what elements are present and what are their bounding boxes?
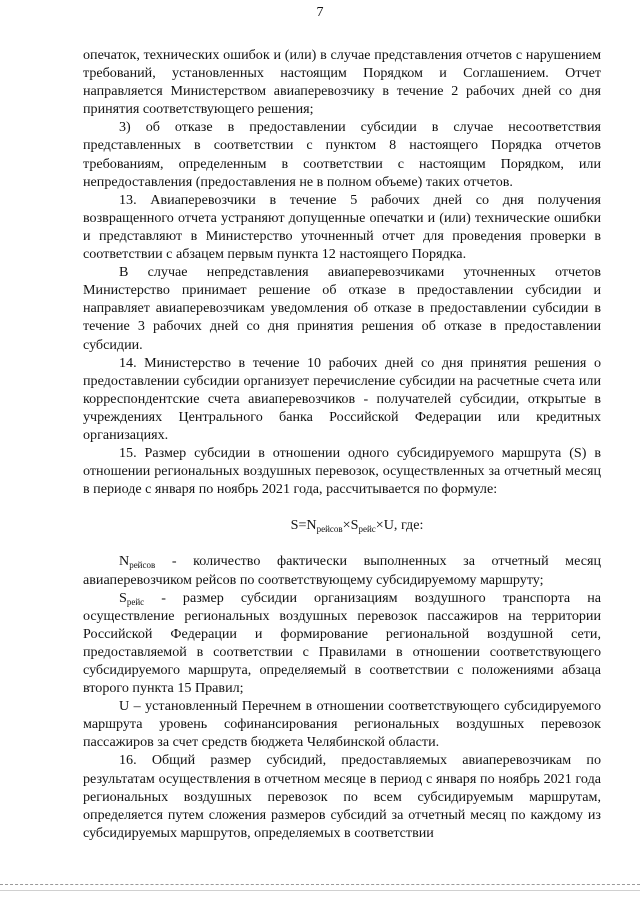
- paragraph-clause-15: 15. Размер субсидии в отношении одного субсидируемого маршрута (S) в отношении региональных воздушных перевозок, осуществленных за отчетный месяц в периоде с января по ноябрь 2021 года, рассчитывается по формуле:: [83, 445, 601, 498]
- term-s-sub: рейс: [126, 596, 145, 607]
- paragraph-clause-16: 16. Общий размер субсидий, предоставляемых авиаперевозчикам по результатам осуществления в отчетном месяце в период с января по ноябрь 2021 года региональных воздушных перевозок по всем субсидируемым маршрутам, определяется путем сложения размеров субсидий за отчетный месяц по каждому из субсидируемых маршрутов, определяемых в соответствии: [83, 752, 601, 841]
- page-number: 7: [316, 5, 324, 20]
- subsidy-formula: [83, 516, 601, 534]
- definition-s-flight: [83, 589, 601, 698]
- paragraph-clause-13: 13. Авиаперевозчики в течение 5 рабочих дней со дня получения возвращенного отчета устраняют допущенные опечатки и (или) технические ошибки и представляют в Министерство уточненный отчет для проведения проверки в соответствии с абзацем первым пункта 12 настоящего Порядка.: [83, 191, 601, 263]
- page-bottom-divider: [0, 884, 640, 885]
- term-n-sub: рейсов: [129, 560, 156, 571]
- formula-rest: ×U, где:: [375, 517, 424, 534]
- definition-n-flights: [83, 552, 601, 588]
- term-n: N: [119, 553, 130, 570]
- document-body: [83, 46, 601, 842]
- paragraph-clause-13-refusal: В случае непредставления авиаперевозчиками уточненных отчетов Министерство принимает решение об отказе в предоставлении субсидии и направляет авиаперевозчикам уведомления об отказе в предоставлении субсидии в течение 3 рабочих дней со дня принятия решения об отказе в предоставлении субсидии.: [83, 264, 601, 353]
- page-bottom-edge: [0, 890, 640, 891]
- paragraph-continuation: опечаток, технических ошибок и (или) в случае представления отчетов с нарушением требований, установленных настоящим Порядком и Соглашением. Отчет направляется Министерством авиаперевозчику в течение 2 рабочих дней со дня принятия соответствующего решения;: [83, 47, 601, 118]
- formula-sub-flights: рейсов: [316, 524, 343, 535]
- paragraph-item-3: 3) об отказе в предоставлении субсидии в случае несоответствия представленных в соответствии с пунктом 8 настоящего Порядка отчетов требованиям, определенным в соответствии с настоящим Порядком, или непредоставления (предоставления не в полном объеме) таких отчетов.: [83, 119, 601, 190]
- formula-mul-s: ×S: [342, 517, 359, 534]
- term-s: S: [119, 589, 127, 606]
- formula-sub-flight: рейс: [358, 524, 376, 535]
- formula-lhs: S=N: [290, 517, 317, 534]
- definition-s-text: - размер субсидии организациям воздушного транспорта на осуществление региональных воздушных перевозок пассажиров на территории Российской Федерации и формирование региональной воздушной сети, предоставляемой в соответствии с Правилами в отношении соответствующего субсидируемого маршрута, определяемый в соответствии с положениями абзаца второго пункта 15 Правил;: [83, 589, 601, 697]
- definition-u: U – установленный Перечнем в отношении соответствующего субсидируемого маршрута уровень софинансирования региональных воздушных перевозок пассажиров за счет средств бюджета Челябинской области.: [83, 698, 601, 751]
- paragraph-clause-14: 14. Министерство в течение 10 рабочих дней со дня принятия решения о предоставлении субсидии организует перечисление субсидии на расчетные счета или корреспондентские счета авиаперевозчиков - получателей субсидии, открытые в учреждениях Центрального банка Российской Федерации или кредитных организациях.: [83, 354, 601, 443]
- definition-n-text: - количество фактически выполненных за отчетный месяц авиаперевозчиком рейсов по соответствующему субсидируемому маршруту;: [83, 553, 601, 588]
